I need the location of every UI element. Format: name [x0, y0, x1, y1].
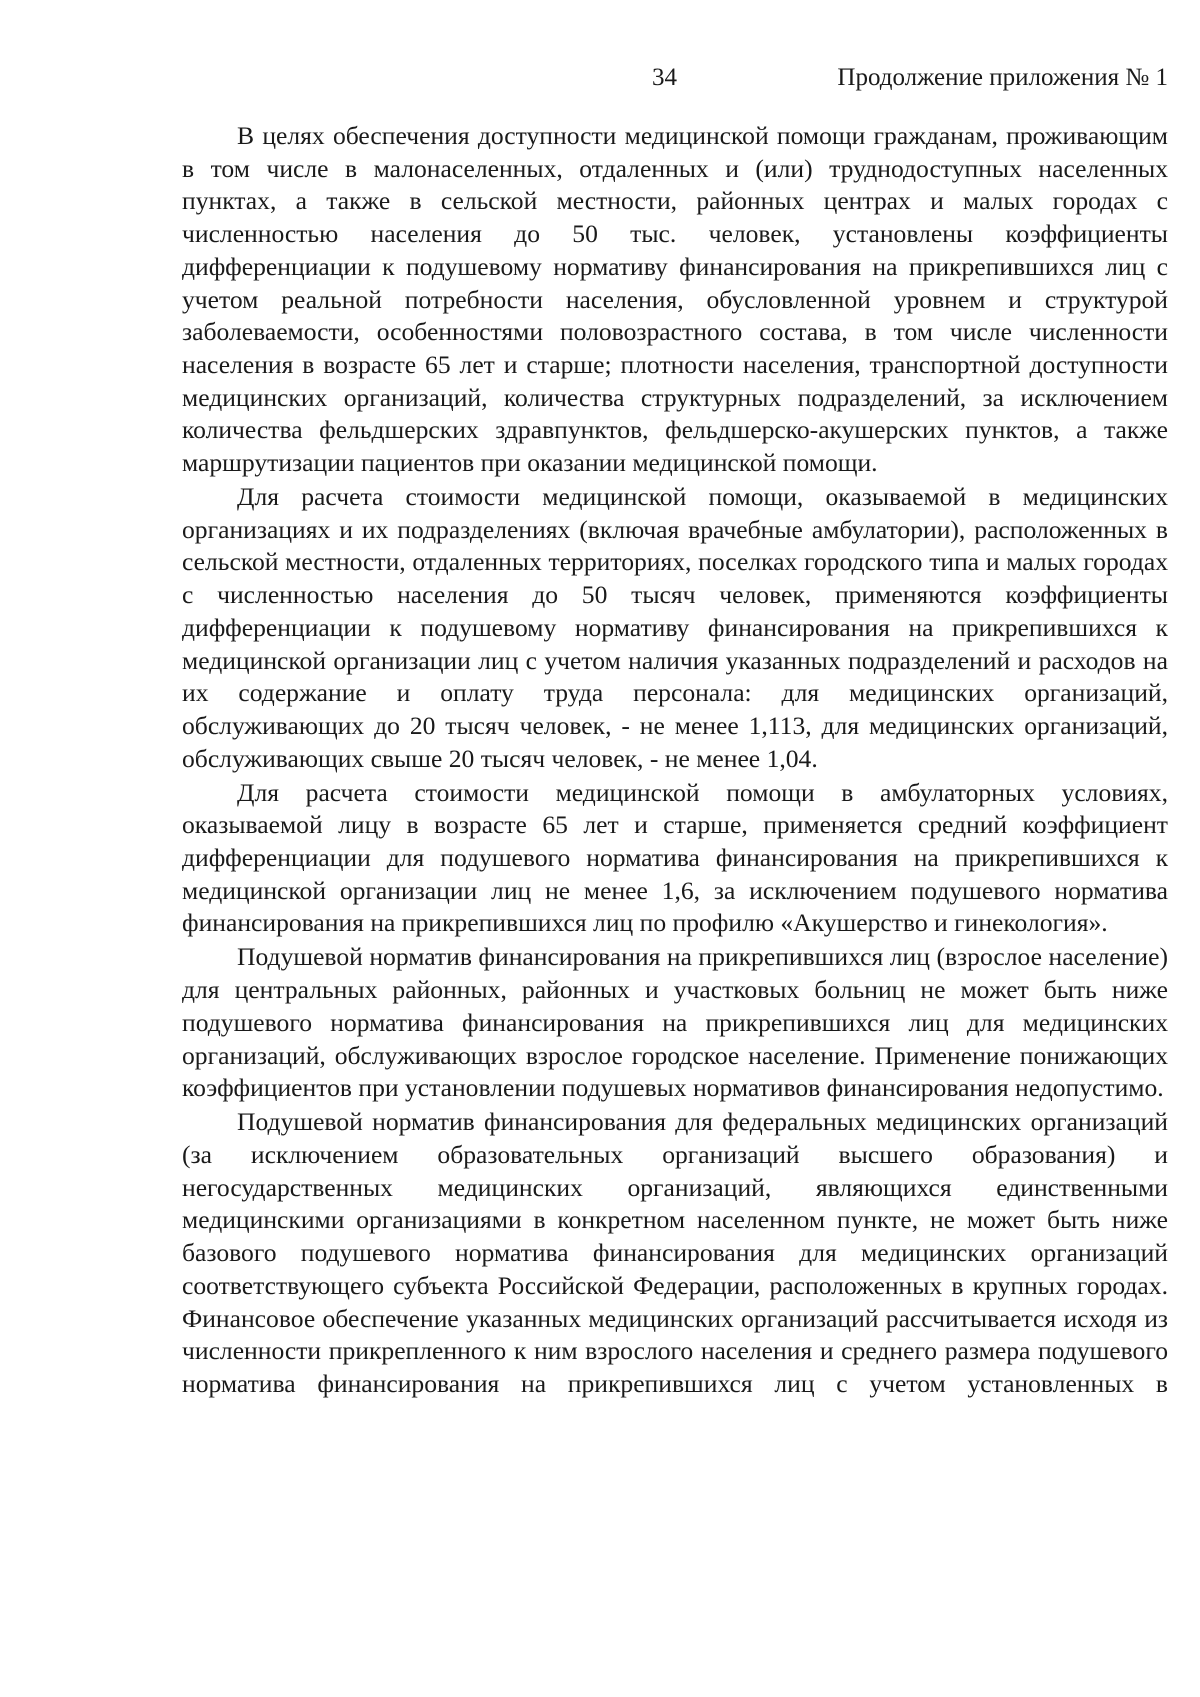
paragraph-federal-organizations-norm: Подушевой норматив финансирования для федеральных медицинских организаций (за исключением образовательных организаций высшего образования) и негосударственных медицинских организаций, являющихся единственными медицинскими организациями в конкретном населенном пункте, не может быть ниже базового подушевого норматива финансирования для медицинских организаций соответствующего субъекта Российской Федерации, расположенных в крупных городах. Финансовое обеспечение указанных медицинских организаций рассчитывается исходя из численности прикрепленного к ним взрослого населения и среднего размера подушевого норматива финансирования на прикрепившихся лиц с учетом установленных в: [182, 1107, 1168, 1398]
paragraph-accessibility-coefficients: В целях обеспечения доступности медицинской помощи гражданам, проживающим в том числе в малонаселенных, отдаленных и (или) труднодоступных населенных пунктах, а также в сельской местности, районных центрах и малых городах с численностью населения до 50 тыс. человек, установлены коэффициенты дифференциации к подушевому нормативу финансирования на прикрепившихся лиц с учетом реальной потребности населения, обусловленной уровнем и структурой заболеваемости, особенностями половозрастного состава, в том числе численности населения в возрасте 65 лет и старше; плотности населения, транспортной доступности медицинских организаций, количества структурных подразделений, за исключением количества фельдшерских здравпунктов, фельдшерско-акушерских пунктов, а также маршрутизации пациентов при оказании медицинской помощи.: [182, 121, 1168, 478]
document-body: [182, 120, 1168, 1402]
page-number: 34: [652, 64, 677, 91]
page-header: [182, 60, 1168, 96]
appendix-continuation-label: Продолжение приложения № 1: [837, 64, 1168, 91]
paragraph-rural-cost-calculation: Для расчета стоимости медицинской помощи, оказываемой в медицинских организациях и их подразделениях (включая врачебные амбулатории), расположенных в сельской местности, отдаленных территориях, поселках городского типа и малых городах с численностью населения до 50 тысяч человек, применяются коэффициенты дифференциации к подушевому нормативу финансирования на прикрепившихся к медицинской организации лиц с учетом наличия указанных подразделений и расходов на их содержание и оплату труда персонала: для медицинских организаций, обслуживающих до 20 тысяч человек, - не менее 1,113, для медицинских организаций, обслуживающих свыше 20 тысяч человек, - не менее 1,04.: [182, 482, 1168, 773]
paragraph-elderly-coefficient: Для расчета стоимости медицинской помощи в амбулаторных условиях, оказываемой лицу в возрасте 65 лет и старше, применяется средний коэффициент дифференциации для подушевого норматива финансирования на прикрепившихся к медицинской организации лиц не менее 1,6, за исключением подушевого норматива финансирования на прикрепившихся лиц по профилю «Акушерство и гинекология».: [182, 777, 1168, 938]
paragraph-district-hospitals-norm: Подушевой норматив финансирования на прикрепившихся лиц (взрослое население) для центральных районных, районных и участковых больниц не может быть ниже подушевого норматива финансирования на прикрепившихся лиц для медицинских организаций, обслуживающих взрослое городское население. Применение понижающих коэффициентов при установлении подушевых нормативов финансирования недопустимо.: [182, 942, 1168, 1103]
